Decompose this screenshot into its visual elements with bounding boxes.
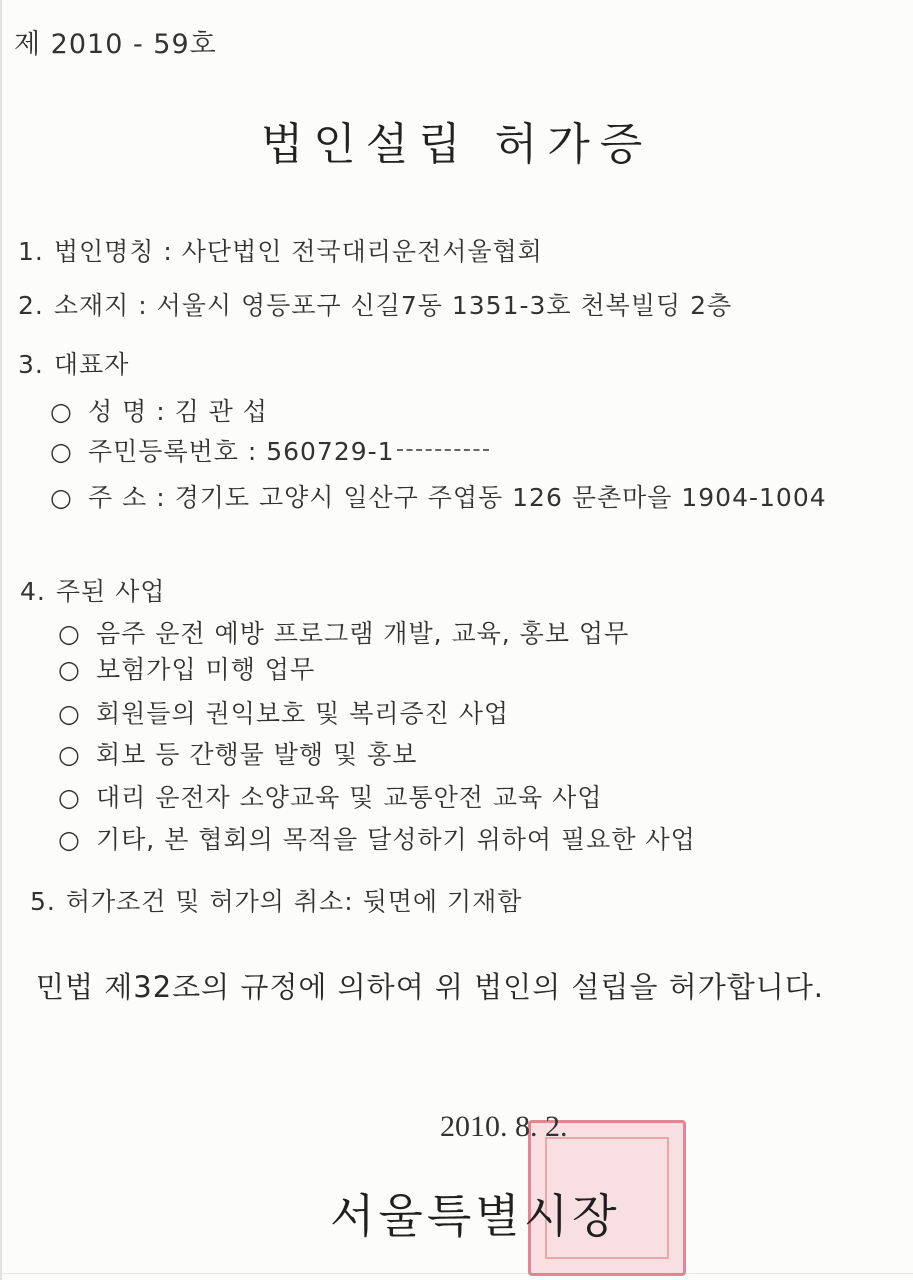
item-text: 소재지 : 서울시 영등포구 신길7동 1351-3호 천복빌딩 2층 <box>53 291 733 320</box>
page-edge <box>0 0 2 1280</box>
row-text: 대리 운전자 소양교육 및 교통안전 교육 사업 <box>96 783 603 812</box>
rep-row-id <box>50 432 489 468</box>
business-row <box>58 820 696 856</box>
bullet: ○ <box>58 783 81 812</box>
item-conditions <box>30 882 522 918</box>
item-text: 법인명칭 : 사단법인 전국대리운전서울협회 <box>53 237 543 266</box>
page-bottom-edge <box>0 1273 913 1274</box>
row-text: 기타, 본 협회의 목적을 달성하기 위하여 필요한 사업 <box>96 825 696 854</box>
row-text: 보험가입 미행 업무 <box>96 655 316 684</box>
redaction-mark <box>397 449 489 457</box>
business-row <box>58 650 315 686</box>
rep-row-name <box>50 392 268 428</box>
document-title: 법인설립 허가증 <box>260 119 653 170</box>
item-number: 1. <box>18 237 44 266</box>
row-text: 음주 운전 예방 프로그램 개발, 교육, 홍보 업무 <box>96 619 630 648</box>
item-text: 허가조건 및 허가의 취소: 뒷면에 기재함 <box>65 887 523 916</box>
item-number: 5. <box>30 887 56 916</box>
item-corporate-name <box>18 232 543 268</box>
business-row <box>58 694 509 730</box>
item-number: 4. <box>20 577 46 606</box>
item-number: 2. <box>18 291 44 320</box>
business-row <box>58 735 417 771</box>
rep-row-address <box>50 478 827 514</box>
item-label: 주된 사업 <box>55 577 166 606</box>
bullet: ○ <box>58 699 81 728</box>
bullet: ○ <box>58 825 81 854</box>
bullet: ○ <box>58 619 81 648</box>
item-address <box>18 286 732 322</box>
bullet: ○ <box>58 655 81 684</box>
business-row <box>58 778 602 814</box>
row-text: 회원들의 권익보호 및 복리증진 사업 <box>96 699 510 728</box>
item-label: 대표자 <box>53 350 130 379</box>
issuer-name: 서울특별시장 <box>330 1189 621 1243</box>
bullet: ○ <box>58 740 81 769</box>
row-text: 성 명 : 김 관 섭 <box>88 397 268 426</box>
document-number: 제 2010 - 59호 <box>14 29 217 60</box>
item-number: 3. <box>18 350 44 379</box>
permission-statement: 민법 제32조의 규정에 의하여 위 법인의 설립을 허가합니다. <box>36 970 824 1004</box>
row-text: 주민등록번호 : 560729-1 <box>88 437 395 466</box>
business-row <box>58 614 629 650</box>
bullet: ○ <box>50 483 73 512</box>
bullet: ○ <box>50 397 73 426</box>
issue-date: 2010. 8. 2. <box>440 1110 568 1143</box>
item-business <box>20 572 165 608</box>
bullet: ○ <box>50 437 73 466</box>
row-text: 회보 등 간행물 발행 및 홍보 <box>96 740 418 769</box>
item-representative <box>18 345 129 381</box>
row-text: 주 소 : 경기도 고양시 일산구 주엽동 126 문촌마을 1904-1004 <box>88 483 827 512</box>
